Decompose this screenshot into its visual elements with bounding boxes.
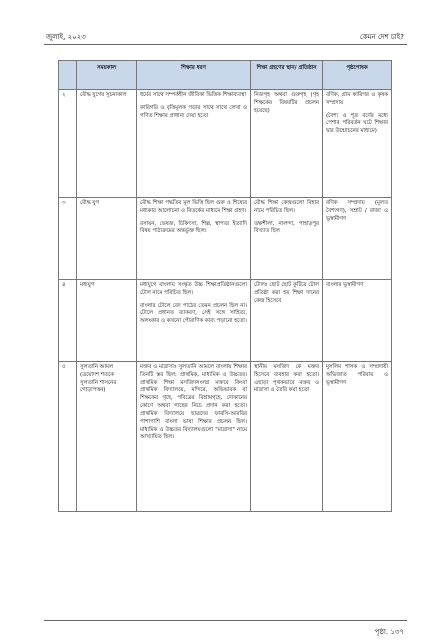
row-patron-paragraph: মুসলিম শাসক ও সম্প্রদায়ী অভিজাত পরিবার ও ভূস্বামীগণ: [326, 364, 388, 386]
row-serial: ৫: [59, 362, 77, 512]
row-patron-paragraph: বণিক, গ্রাম কারিগর ও কৃষক সম্প্রদায়: [326, 92, 388, 106]
row-type: [137, 280, 251, 362]
row-patron: [323, 280, 392, 362]
header-title: কেমন দেশ চাই?: [359, 33, 404, 41]
col-header-place: শিক্ষা গ্রহণের স্থান/ প্রতিষ্ঠান: [251, 61, 323, 90]
row-period: মধ্যযুগ: [77, 280, 137, 362]
row-place: [251, 280, 323, 362]
col-header-sl: [59, 61, 77, 90]
page-number: পৃষ্ঠা. ১৩৭: [374, 628, 404, 636]
row-type: [137, 90, 251, 198]
row-place: [251, 198, 323, 280]
row-serial: ৪: [59, 280, 77, 362]
row-type: [137, 198, 251, 280]
table-row: [59, 280, 392, 362]
row-period: সুলতানি আমল (ত্রয়োদশ শতকে সুলতানি শাসনের গোড়াপত্তন): [77, 362, 137, 512]
row-type-paragraph: ধর্মের সাথে সম্পর্কহীন জীবিকা ভিত্তিক শিক্ষাব্যবস্থা: [140, 92, 246, 98]
row-serial: ২: [59, 90, 77, 198]
row-type-paragraph: মক্তব ও মাদ্রাসাঃ সুলতানি আমলে বাংলায় শিক্ষার তিনটি স্তর ছিল: প্রাথমিক, মাধ্যমিক ও উচ্চতর। প্রাথমিক শিক্ষা মসজিদসংলগ্ন মক্তবে কিংবা প্রাথমিক বিদ্যালয়ে, মন্দিরে, অভিভাবক বা শিক্ষকের গৃহে, পবিত্রের বিশ্রামগৃহে, দোকানের কোণে অথবা গাছের নিচে প্রদান করা হতো। প্রাথমিক বিদ্যালয়ে ছাত্রদের ফারসি-আরবির পাশাপাশি বাংলা ভাষা শিক্ষার প্রচলন ছিল। মাধ্যমিক ও উচ্চতর বিদ্যালয়গুলো "মাদ্রাসা" নামে আখ্যায়িত ছিল।: [140, 364, 247, 441]
row-place-paragraph: তক্ষশীলা, নালন্দা, পাহাড়পুর বিখ্যাত ছিল: [254, 220, 319, 235]
row-place-paragraph: টোলঃ ছোট ছোট কুটিরে টোল প্রতিষ্ঠা করা হয় শিক্ষা দানের কেন্দ্র হিসেবে: [254, 282, 319, 304]
table-row: [59, 362, 392, 512]
row-place: [251, 362, 323, 512]
row-serial: ৩: [59, 198, 77, 280]
row-patron: [323, 362, 392, 512]
row-patron: [323, 198, 392, 280]
row-patron-paragraph: (বৈশ্য ও শূদ্র বর্ণের মধ্যে পেশার পরিবর্তন ঘটে শিক্ষার দ্বার উন্মোচনের মাধ্যমে): [326, 112, 388, 135]
education-history-table: [58, 60, 392, 512]
row-patron-paragraph: বণিক সম্প্রদায় (মূলত বৈশ্যগণ), সম্রাট / রাজা ও ভূস্বামীগণ: [326, 200, 388, 222]
row-period: বৌদ্ধ যুগ: [77, 198, 137, 280]
row-type-paragraph: বাংলার টোলে বেদ পাঠের তেমন প্রচলন ছিল না। টোলে প্রধানত ব্যাকরণ, সেই সঙ্গে সাহিত্য, অলংকার ও কখনো পৌরাণিক কাব্য পড়ানো হতো।: [140, 302, 247, 325]
row-patron: [323, 90, 392, 198]
row-patron-paragraph: বাংলার ভূস্বামীগণ: [326, 282, 364, 288]
row-type: [137, 362, 251, 512]
row-place-paragraph: স্থানীয় মসজিদ কে মক্তব হিসেবে ব্যবহার করা হতো। এছাড়া পৃথকভাবে মক্তব ও মাদ্রাসা ও তৈরি করা হতো: [254, 364, 319, 394]
table-row: [59, 198, 392, 280]
header-date: জুলাই, ২০২৩: [46, 33, 86, 41]
footer-rule: [44, 620, 407, 621]
row-type-paragraph: বৌদ্ধ শিক্ষা পদ্ধতির মূল ভিত্তি ছিল গুরু ও শিষ্যের মধ্যকার আলোচনা ও বিতর্কের মাধ্যমে শিক্ষা গ্রহণ।: [140, 200, 247, 214]
row-place-paragraph: বৌদ্ধ শিক্ষা কেন্দ্রগুলো বিহার নামে পরিচিত ছিল।: [254, 200, 319, 214]
col-header-period: সময়কাল: [77, 61, 137, 90]
table-header-row: [59, 61, 392, 90]
col-header-patron: পৃষ্ঠপোষক: [323, 61, 392, 90]
header-rule: [44, 44, 407, 45]
row-type-paragraph: কারিগরি ও বৃত্তিমূলক পড়ার সাথে সাথে লেখা ও গণিত শিক্ষার প্রাধান্য দেয়া হতো: [140, 104, 247, 119]
table-row: [59, 90, 392, 198]
row-type-paragraph: রসায়ন, ভেষজ, চিকিৎসা, শিল্প, স্থাপত্য ইত্যাদি বিষয় পাঠ্যক্রমের অন্তর্ভুক্ত ছিল।: [140, 220, 247, 235]
col-header-type: শিক্ষার ধরণ: [137, 61, 251, 90]
row-type-paragraph: মধ্যযুগে বাংলায় সংস্কৃত উচ্চ শিক্ষাপ্রতিষ্ঠানগুলো টোল নামে পরিচিত ছিল।: [140, 282, 247, 296]
row-place-paragraph: নিজগৃহ অথবা গুরুগৃহ (গৃহ শিক্ষকের বিষয়টির প্রচলন হয়েছে): [254, 92, 319, 114]
row-place: [251, 90, 323, 198]
row-period: বৌদ্ধ যুগের সূচনাকাল: [77, 90, 137, 198]
